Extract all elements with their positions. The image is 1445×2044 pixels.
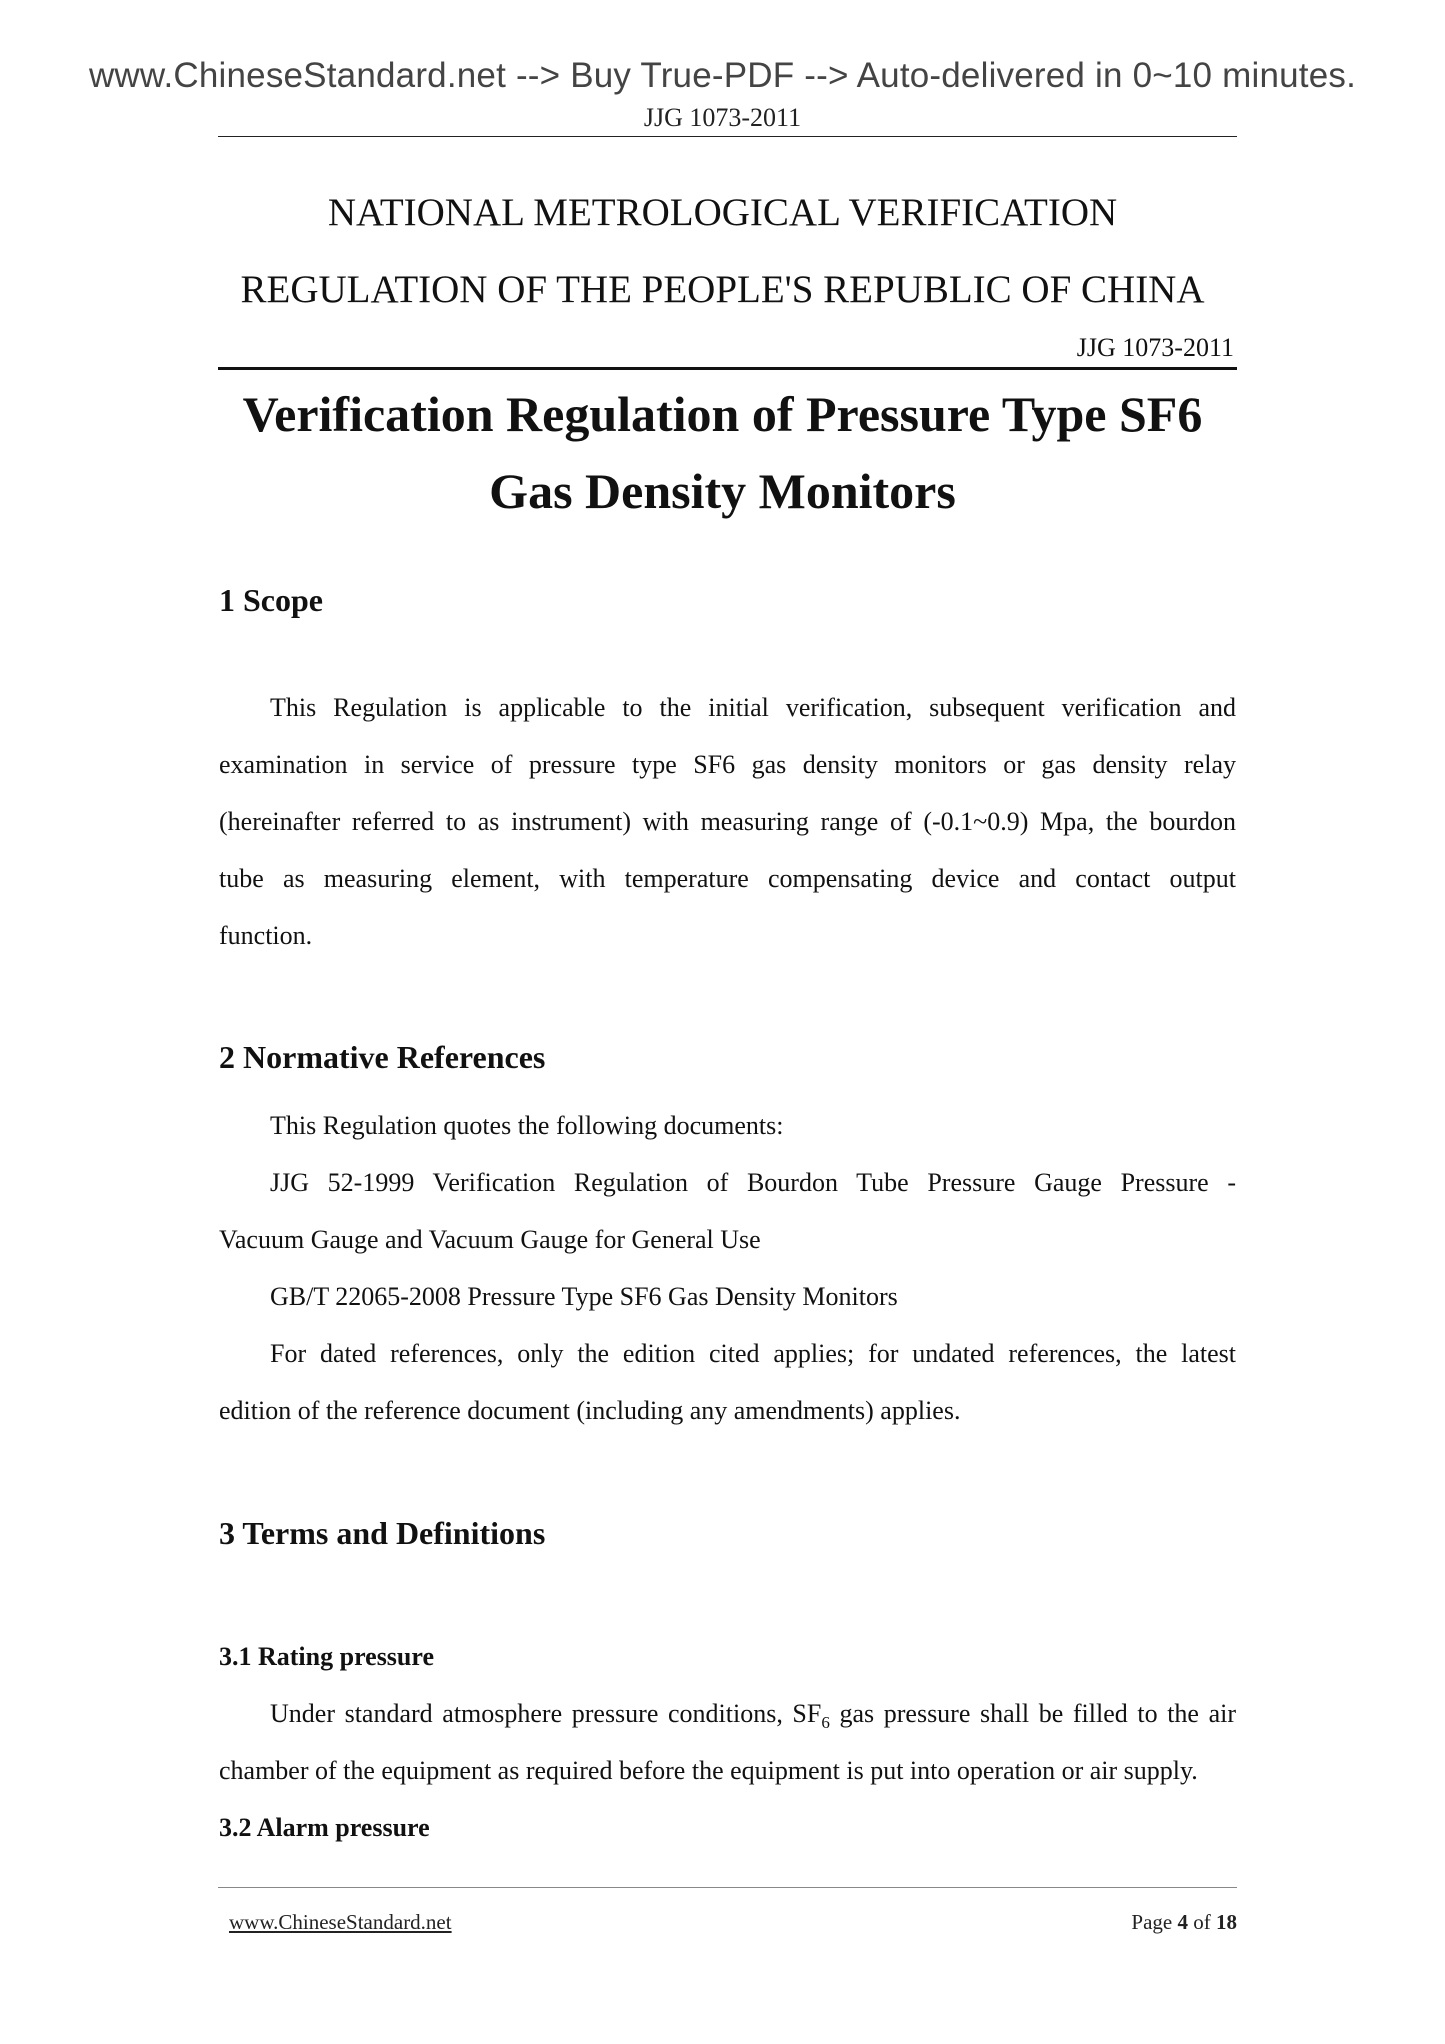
section-heading-terms-definitions: 3 Terms and Definitions	[219, 1515, 546, 1551]
page-number	[1131, 1910, 1237, 1935]
national-title-line-1: NATIONAL METROLOGICAL VERIFICATION	[327, 191, 1118, 234]
subsection-heading-alarm-pressure: 3.2 Alarm pressure	[219, 1813, 430, 1842]
scope-line: (hereinafter referred to as instrument) with measuring range of (-0.1~0.9) Mpa, the bourdon	[219, 807, 1236, 836]
scope-line: function.	[219, 921, 313, 950]
reference-item-continuation: Vacuum Gauge and Vacuum Gauge for General Use	[219, 1225, 761, 1254]
scope-line: This Regulation is applicable to the initial verification, subsequent verification and	[270, 693, 1236, 722]
page-total: 18	[1216, 1910, 1237, 1934]
subsection-heading-rating-pressure: 3.1 Rating pressure	[219, 1642, 434, 1671]
rating-text-pre: Under standard atmosphere pressure conditions, SF	[270, 1699, 822, 1728]
footer-divider	[218, 1887, 1237, 1888]
sf6-subscript: 6	[821, 1713, 830, 1733]
document-title-line-2: Gas Density Monitors	[489, 463, 956, 519]
header-standard-code: JJG 1073-2011	[643, 103, 802, 132]
page-current: 4	[1177, 1910, 1188, 1934]
document-title-line-1: Verification Regulation of Pressure Type SF6	[242, 386, 1203, 442]
scope-line: tube as measuring element, with temperature compensating device and contact output	[219, 864, 1236, 893]
references-note-continuation: edition of the reference document (including any amendments) applies.	[219, 1396, 961, 1425]
standard-code: JJG 1073-2011	[1076, 333, 1234, 362]
footer-website-link[interactable]: www.ChineseStandard.net	[229, 1910, 452, 1934]
page-of: of	[1188, 1910, 1216, 1934]
scope-line: examination in service of pressure type SF6 gas density monitors or gas density relay	[219, 750, 1236, 779]
page-prefix: Page	[1131, 1910, 1178, 1934]
section-heading-normative-references: 2 Normative References	[219, 1039, 546, 1075]
normative-intro: This Regulation quotes the following documents:	[270, 1111, 784, 1140]
reference-item: JJG 52-1999 Verification Regulation of Bourdon Tube Pressure Gauge Pressure -	[270, 1168, 1236, 1197]
section-heading-scope: 1 Scope	[219, 582, 323, 618]
title-divider	[218, 367, 1237, 370]
rating-pressure-definition	[270, 1699, 1236, 1733]
reference-item: GB/T 22065-2008 Pressure Type SF6 Gas Density Monitors	[270, 1282, 898, 1311]
rating-text-post: gas pressure shall be filled to the air	[829, 1699, 1236, 1728]
header-divider	[218, 136, 1237, 137]
national-title-line-2: REGULATION OF THE PEOPLE'S REPUBLIC OF CHINA	[240, 268, 1205, 311]
references-note: For dated references, only the edition cited applies; for undated references, the latest	[270, 1339, 1236, 1368]
promo-banner[interactable]: www.ChineseStandard.net --> Buy True-PDF --> Auto-delivered in 0~10 minutes.	[88, 56, 1357, 95]
rating-pressure-definition-continuation: chamber of the equipment as required before the equipment is put into operation or air supply.	[219, 1756, 1198, 1785]
